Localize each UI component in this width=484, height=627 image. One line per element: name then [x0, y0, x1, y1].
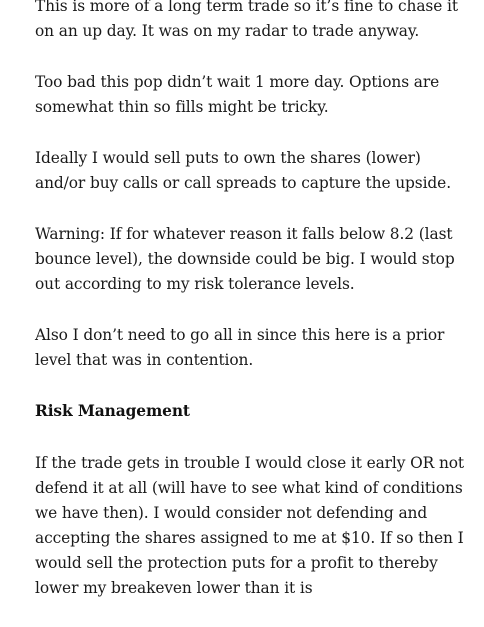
paragraph-strategy: Ideally I would sell puts to own the shares (lower) and/or buy calls or call spreads to capture the upside.	[35, 149, 451, 192]
section-heading-risk-management: Risk Management	[35, 402, 190, 420]
paragraph-long-term-trade: This is more of a long term trade so it’s fine to chase it on an up day. It was on my radar to trade anyway.	[35, 0, 458, 40]
paragraph-position-size: Also I don’t need to go all in since this here is a prior level that was in contention.	[35, 326, 445, 369]
paragraph-pop-timing: Too bad this pop didn’t wait 1 more day. Options are somewhat thin so fills might be tricky.	[35, 73, 440, 116]
paragraph-risk-management: If the trade gets in trouble I would close it early OR not defend it at all (will have to see what kind of conditions we have then). I would consider not defending and accepting the shares assigned to me at $10. If so then I would sell the protection puts for a profit to thereby lower my breakeven lower than it is	[35, 454, 465, 597]
article-body	[35, 0, 465, 627]
paragraph-warning: Warning: If for whatever reason it falls below 8.2 (last bounce level), the downside could be big. I would stop out according to my risk tolerance levels.	[35, 225, 455, 293]
